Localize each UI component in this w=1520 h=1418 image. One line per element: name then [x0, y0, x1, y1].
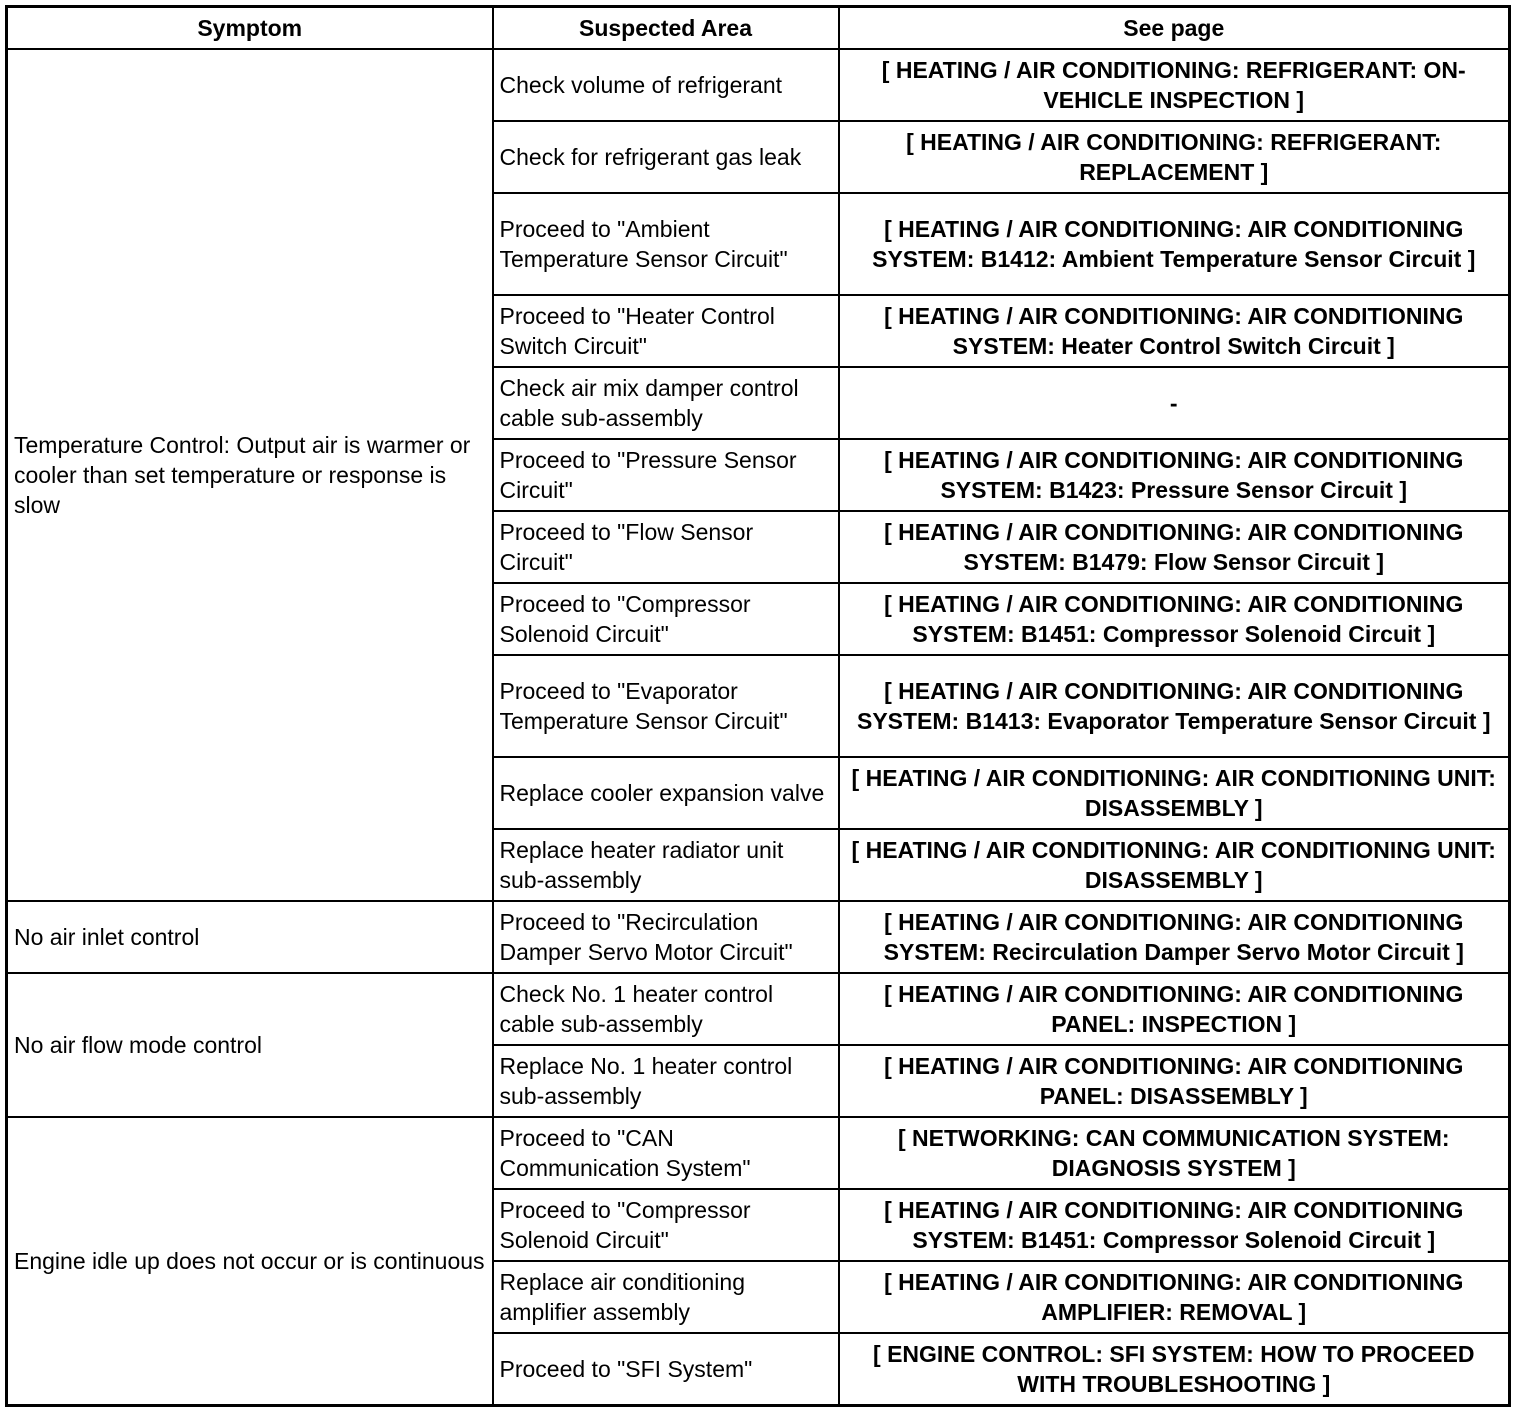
suspected-area-cell: Check air mix damper control cable sub-assembly — [493, 367, 839, 439]
see-page-link[interactable]: [ HEATING / AIR CONDITIONING: AIR CONDITIONING SYSTEM: B1412: Ambient Temperature Sensor Circuit ] — [839, 193, 1510, 295]
see-page-link[interactable]: [ HEATING / AIR CONDITIONING: REFRIGERANT: ON-VEHICLE INSPECTION ] — [839, 49, 1510, 121]
see-page-link[interactable]: [ HEATING / AIR CONDITIONING: AIR CONDITIONING PANEL: DISASSEMBLY ] — [839, 1045, 1510, 1117]
header-see-page: See page — [839, 7, 1510, 50]
see-page-link[interactable]: [ HEATING / AIR CONDITIONING: AIR CONDITIONING SYSTEM: B1413: Evaporator Temperature Sensor Circuit ] — [839, 655, 1510, 757]
suspected-area-cell: Replace cooler expansion valve — [493, 757, 839, 829]
see-page-link[interactable]: [ HEATING / AIR CONDITIONING: AIR CONDITIONING SYSTEM: Heater Control Switch Circuit ] — [839, 295, 1510, 367]
see-page-value: - — [839, 367, 1510, 439]
see-page-link[interactable]: [ HEATING / AIR CONDITIONING: AIR CONDITIONING UNIT: DISASSEMBLY ] — [839, 829, 1510, 901]
see-page-link[interactable]: [ HEATING / AIR CONDITIONING: REFRIGERANT: REPLACEMENT ] — [839, 121, 1510, 193]
suspected-area-cell: Replace No. 1 heater control sub-assembly — [493, 1045, 839, 1117]
suspected-area-cell: Proceed to "CAN Communication System" — [493, 1117, 839, 1189]
see-page-link[interactable]: [ HEATING / AIR CONDITIONING: AIR CONDITIONING SYSTEM: B1451: Compressor Solenoid Circuit ] — [839, 1189, 1510, 1261]
see-page-link[interactable]: [ HEATING / AIR CONDITIONING: AIR CONDITIONING SYSTEM: B1451: Compressor Solenoid Circuit ] — [839, 583, 1510, 655]
suspected-area-cell: Proceed to "Pressure Sensor Circuit" — [493, 439, 839, 511]
suspected-area-cell: Proceed to "Heater Control Switch Circuit" — [493, 295, 839, 367]
see-page-link[interactable]: [ HEATING / AIR CONDITIONING: AIR CONDITIONING SYSTEM: B1423: Pressure Sensor Circuit ] — [839, 439, 1510, 511]
suspected-area-cell: Replace air conditioning amplifier assembly — [493, 1261, 839, 1333]
suspected-area-cell: Proceed to "Compressor Solenoid Circuit" — [493, 1189, 839, 1261]
see-page-link[interactable]: [ HEATING / AIR CONDITIONING: AIR CONDITIONING SYSTEM: B1479: Flow Sensor Circuit ] — [839, 511, 1510, 583]
table-row — [7, 1117, 1510, 1189]
see-page-link[interactable]: [ HEATING / AIR CONDITIONING: AIR CONDITIONING PANEL: INSPECTION ] — [839, 973, 1510, 1045]
suspected-area-cell: Check volume of refrigerant — [493, 49, 839, 121]
problem-symptoms-table — [5, 5, 1511, 1407]
header-symptom: Symptom — [7, 7, 493, 50]
header-suspected-area: Suspected Area — [493, 7, 839, 50]
see-page-link[interactable]: [ ENGINE CONTROL: SFI SYSTEM: HOW TO PROCEED WITH TROUBLESHOOTING ] — [839, 1333, 1510, 1406]
table-row — [7, 49, 1510, 121]
symptom-cell: No air inlet control — [7, 901, 493, 973]
suspected-area-cell: Proceed to "SFI System" — [493, 1333, 839, 1406]
symptom-cell: Temperature Control: Output air is warmer or cooler than set temperature or response is slow — [7, 49, 493, 901]
see-page-link[interactable]: [ HEATING / AIR CONDITIONING: AIR CONDITIONING UNIT: DISASSEMBLY ] — [839, 757, 1510, 829]
see-page-link[interactable]: [ HEATING / AIR CONDITIONING: AIR CONDITIONING AMPLIFIER: REMOVAL ] — [839, 1261, 1510, 1333]
suspected-area-cell: Replace heater radiator unit sub-assembly — [493, 829, 839, 901]
suspected-area-cell: Check No. 1 heater control cable sub-assembly — [493, 973, 839, 1045]
suspected-area-cell: Proceed to "Ambient Temperature Sensor Circuit" — [493, 193, 839, 295]
symptom-cell: No air flow mode control — [7, 973, 493, 1117]
suspected-area-cell: Check for refrigerant gas leak — [493, 121, 839, 193]
symptom-cell: Engine idle up does not occur or is continuous — [7, 1117, 493, 1406]
see-page-link[interactable]: [ NETWORKING: CAN COMMUNICATION SYSTEM: DIAGNOSIS SYSTEM ] — [839, 1117, 1510, 1189]
table-row — [7, 973, 1510, 1045]
table-row — [7, 901, 1510, 973]
suspected-area-cell: Proceed to "Flow Sensor Circuit" — [493, 511, 839, 583]
suspected-area-cell: Proceed to "Recirculation Damper Servo Motor Circuit" — [493, 901, 839, 973]
see-page-link[interactable]: [ HEATING / AIR CONDITIONING: AIR CONDITIONING SYSTEM: Recirculation Damper Servo Motor Circuit ] — [839, 901, 1510, 973]
suspected-area-cell: Proceed to "Compressor Solenoid Circuit" — [493, 583, 839, 655]
header-row — [7, 7, 1510, 50]
suspected-area-cell: Proceed to "Evaporator Temperature Sensor Circuit" — [493, 655, 839, 757]
